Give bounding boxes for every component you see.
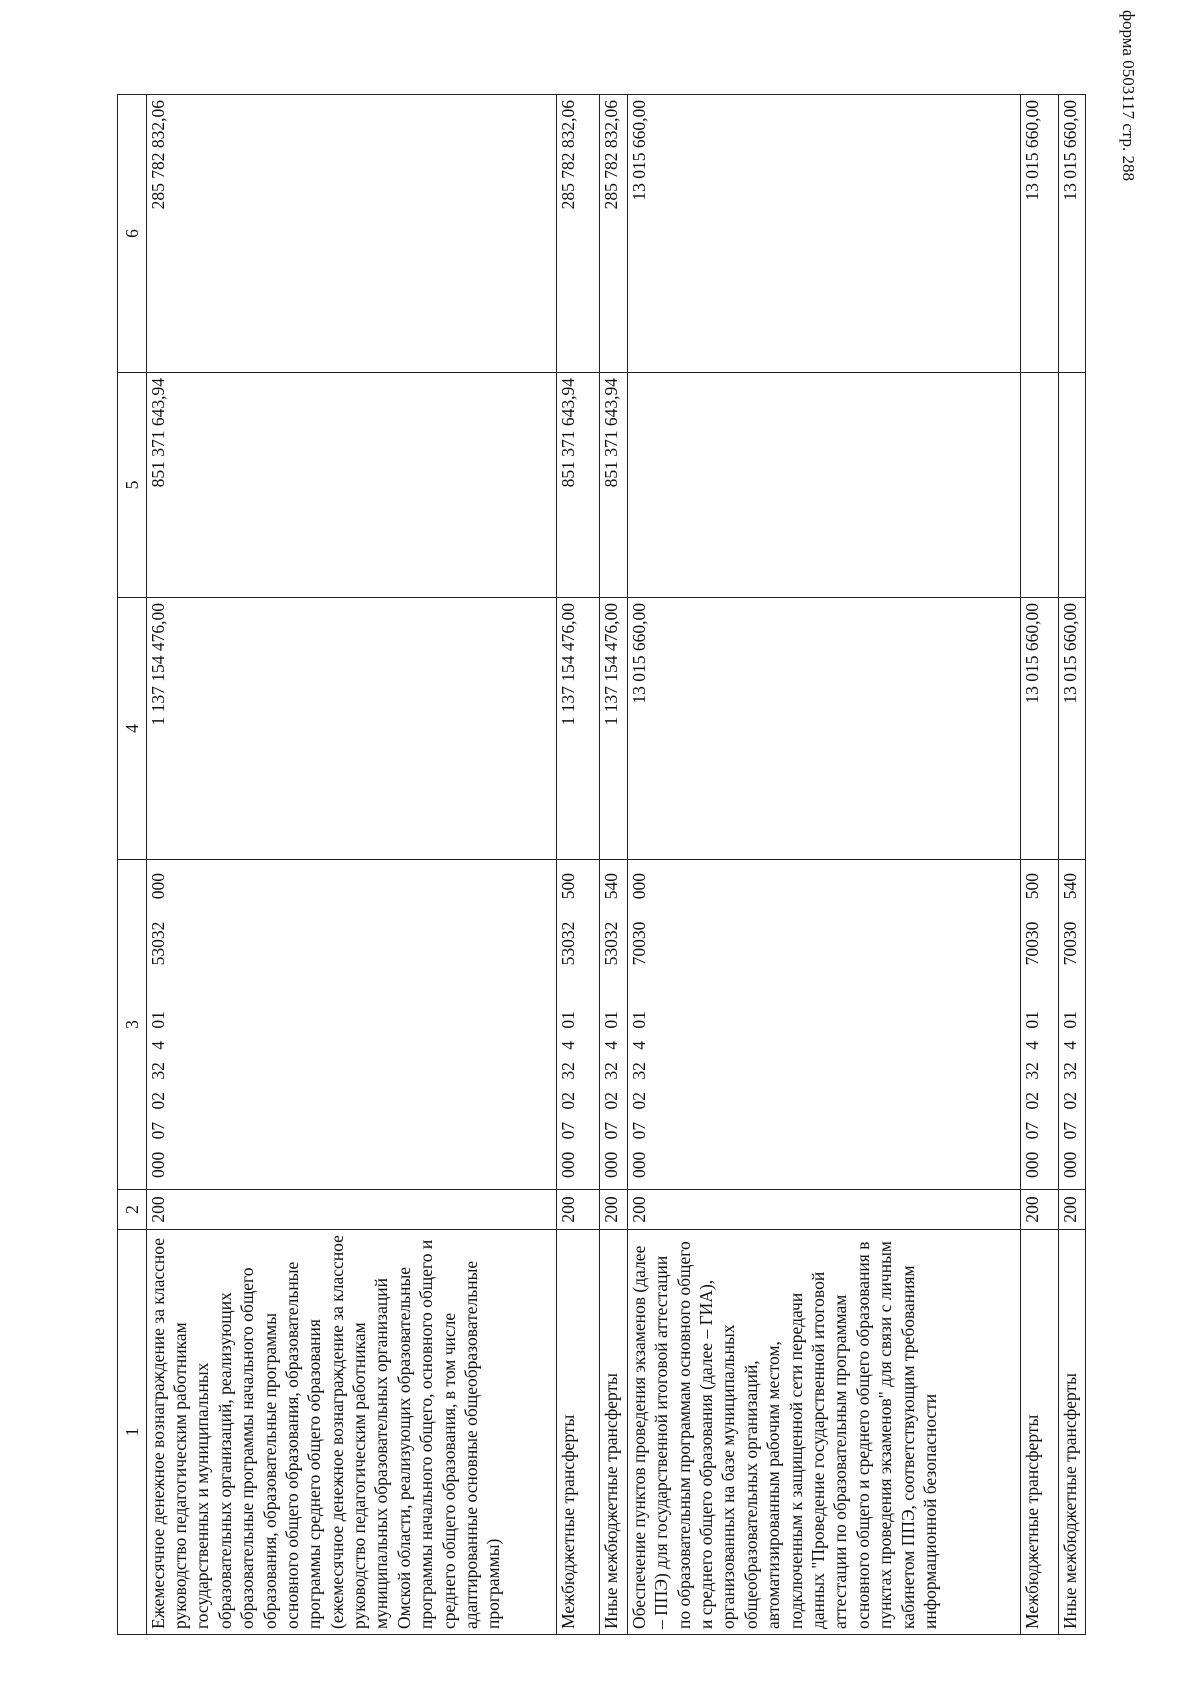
code-suffix: 70030 500 — [1021, 873, 1042, 966]
expense-name: Межбюджетные трансферты — [557, 1230, 600, 1635]
approved-amount: 13 015 660,00 — [627, 598, 1020, 860]
approved-amount: 13 015 660,00 — [1020, 598, 1058, 860]
executed-amount — [627, 373, 1020, 598]
table-row — [146, 95, 556, 1635]
column-number: 6 — [118, 95, 147, 373]
table-row — [1020, 95, 1058, 1635]
column-number-row — [118, 95, 147, 1635]
executed-amount — [1020, 373, 1058, 598]
expense-name: Обеспечение пунктов проведения экзаменов (далее – ППЭ) для государственной итоговой аттестации по образовательным программам основного общего и среднего общего образования (далее – ГИА), организованных на базе муниципальных общеобразовательных организаций, автоматизированным рабочим местом, подключенным к защищенной сети передачи данных "Проведение государственной итоговой аттестации по образовательным программам основного общего и среднего общего образования в пунктах проведения экзаменов" для связи с личным кабинетом ППЭ, соответствующим требованиям информационной безопасности — [627, 1230, 1020, 1635]
budget-classification-code — [600, 860, 627, 1190]
line-code: 200 — [627, 1190, 1020, 1230]
executed-amount: 851 371 643,94 — [146, 373, 556, 598]
line-code: 200 — [600, 1190, 627, 1230]
expense-name: Иные межбюджетные трансферты — [600, 1230, 627, 1635]
table-row — [1058, 95, 1085, 1635]
unexecuted-amount: 285 782 832,06 — [146, 95, 556, 373]
report-sheet — [117, 95, 1086, 1635]
unexecuted-amount: 285 782 832,06 — [600, 95, 627, 373]
column-number: 4 — [118, 598, 147, 860]
table-row — [600, 95, 627, 1635]
unexecuted-amount: 13 015 660,00 — [627, 95, 1020, 373]
budget-classification-code — [557, 860, 600, 1190]
unexecuted-amount: 13 015 660,00 — [1058, 95, 1085, 373]
budget-execution-table — [117, 94, 1086, 1635]
table-row — [557, 95, 600, 1635]
line-code: 200 — [557, 1190, 600, 1230]
line-code: 200 — [1058, 1190, 1085, 1230]
code-prefix: 000 07 02 32 4 01 — [601, 1011, 622, 1178]
expense-name: Иные межбюджетные трансферты — [1058, 1230, 1085, 1635]
expense-name: Ежемесячное денежное вознаграждение за классное руководство педагогическим работникам государственных и муниципальных образовательных организаций, реализующих образовательные программы начального общего образования, образовательные программы основного общего образования, образовательные программы среднего общего образования (ежемесячное денежное вознаграждение за классное руководство педагогическим работникам муниципальных образовательных организаций Омской области, реализующих образовательные программы начального общего, основного общего и среднего общего образования, в том числе адаптированные основные общеобразовательные программы) — [146, 1230, 556, 1635]
line-code: 200 — [146, 1190, 556, 1230]
expense-name: Межбюджетные трансферты — [1020, 1230, 1058, 1635]
form-page-label: форма 0503117 стр. 288 — [1119, 10, 1138, 181]
code-prefix: 000 07 02 32 4 01 — [1021, 1011, 1042, 1178]
approved-amount: 1 137 154 476,00 — [146, 598, 556, 860]
code-suffix: 70030 000 — [628, 873, 649, 966]
code-suffix: 53032 000 — [147, 873, 168, 966]
approved-amount: 1 137 154 476,00 — [600, 598, 627, 860]
budget-classification-code — [1020, 860, 1058, 1190]
code-prefix: 000 07 02 32 4 01 — [1059, 1011, 1080, 1178]
budget-classification-code — [627, 860, 1020, 1190]
executed-amount: 851 371 643,94 — [600, 373, 627, 598]
budget-classification-code — [146, 860, 556, 1190]
approved-amount: 13 015 660,00 — [1058, 598, 1085, 860]
column-number: 3 — [118, 860, 147, 1190]
column-number: 5 — [118, 373, 147, 598]
unexecuted-amount: 285 782 832,06 — [557, 95, 600, 373]
budget-classification-code — [1058, 860, 1085, 1190]
code-prefix: 000 07 02 32 4 01 — [628, 1011, 649, 1178]
line-code: 200 — [1020, 1190, 1058, 1230]
column-number: 2 — [118, 1190, 147, 1230]
column-number: 1 — [118, 1230, 147, 1635]
executed-amount — [1058, 373, 1085, 598]
code-suffix: 53032 540 — [601, 873, 622, 966]
code-suffix: 53032 500 — [558, 873, 578, 966]
executed-amount: 851 371 643,94 — [557, 373, 600, 598]
unexecuted-amount: 13 015 660,00 — [1020, 95, 1058, 373]
code-suffix: 70030 540 — [1059, 873, 1080, 966]
code-prefix: 000 07 02 32 4 01 — [147, 1011, 168, 1178]
approved-amount: 1 137 154 476,00 — [557, 598, 600, 860]
table-row — [627, 95, 1020, 1635]
code-prefix: 000 07 02 32 4 01 — [558, 1011, 578, 1178]
